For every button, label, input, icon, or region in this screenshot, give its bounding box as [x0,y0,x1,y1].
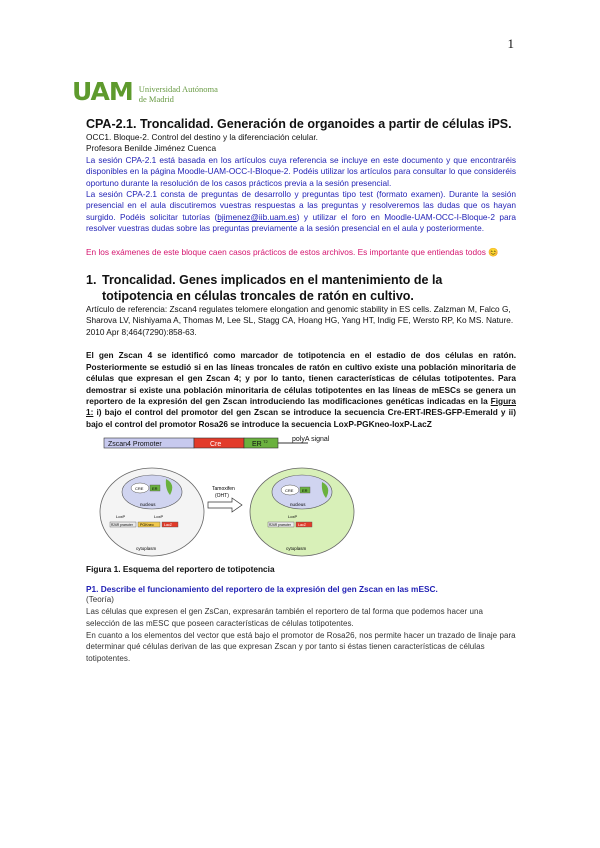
logo-line1: Universidad Autónoma [138,84,218,94]
main-content [86,116,516,665]
logo-line2: de Madrid [138,94,174,104]
figure-link[interactable]: Figura 1: [86,395,516,418]
email-link[interactable]: bjimenez@iib.uam.es [217,211,297,222]
answer-tag: (Teoría) [86,595,114,605]
left-loxp-1: LoxP [116,514,126,520]
section-heading [86,272,516,304]
section-title: Troncalidad. Genes implicados en el mantenimiento de la totipotencia en células troncales de ratón en cultivo. [102,273,443,304]
body-text-b: i) bajo el control del promotor del gen Zscan se introduce la secuencia Cre-ERT-IRES-GFP-Emerald y ii) bajo el control del promotor Rosa26 se introduce la secuencia LoxP-PGKneo-loxP-LacZ [86,407,516,429]
question-p1: P1. Describe el funcionamiento del reportero de la expresión del gen Zscan en las mESC. [86,584,438,595]
er-label: ER [252,441,262,449]
left-loxp-2: LoxP [154,514,164,520]
document-title: CPA-2.1. Troncalidad. Generación de organoides a partir de células iPS. [86,117,512,131]
course-line: OCC1. Bloque-2. Control del destino y la diferenciación celular. [86,132,318,142]
answer-paragraph-2: En cuanto a los elementos del vector que está bajo el promotor de Rosa26, nos permite hacer un trazado de linaje para determinar qué células derivan de las que expresan Zscan y por tanto si éstas tienen características de células totipotentes. [86,630,516,664]
intro-2-text-a: La sesión CPA-2.1 consta de preguntas de desarrollo y preguntas tipo test (formato examen). Durante la sesión presencial en el aula discutiremos vuestras respuestas a las preguntas y resolveremos las dudas que os hayan surgido. Podéis solicitar tutorías ( [86,189,516,222]
polya-label: polyA signal [292,436,330,444]
left-pgkneo-label: PGKneo [140,523,154,528]
exam-note: En los exámenes de este bloque caen casos prácticos de estos archivos. Es importante que entiendas todos 😊 [86,246,499,257]
page-number: 1 [507,36,514,51]
oht-label: (OHT) [215,493,229,500]
zscan-promoter-label: Zscan4 Promoter [108,441,162,449]
left-nucleus-label: nucleus [140,502,156,508]
logo-text [139,84,218,104]
left-cytoplasm-label: cytoplasm [136,546,157,552]
er-superscript: T2 [263,439,268,445]
answer-paragraph-1: Las células que expresen el gen ZsCan, expresarán también el reportero de tal forma que podemos hacer una selección de las mESC que poseen características de células totipotentes. [86,606,484,628]
right-er-label: ER [302,488,308,494]
right-lacz-label: LacZ [298,523,306,528]
reporter-figure [96,434,358,558]
right-cytoplasm-label: cytoplasm [286,546,307,552]
reporter-diagram [96,434,358,558]
intro-2-text-b: ) y utilizar el foro en Moodle-UAM-OCC-I-Bloque-2 para resolver vuestras dudas sobre las preguntas previamente a la sesión presencial en el aula y posteriormente. [86,211,516,234]
left-er-label: ER [152,486,158,492]
right-r26r-label: R26R promoter [269,523,291,528]
cre-label: Cre [210,441,222,449]
left-cre-label: CRE [135,486,144,492]
reference-paragraph: Artículo de referencia: Zscan4 regulates telomere elongation and genomic stability in ES cells. Zalzman M, Falco G, Sharova LV, Nishiyama A, Thomas M, Lee SL, Stagg CA, Hoang HG, Yang HT, Indig FE, Wersto RP, Ko MS. Nature. 2010 Apr 8;464(7290):858-63. [86,304,514,337]
left-lacz-label: LacZ [164,523,172,528]
body-text-a: El gen Zscan 4 se identificó como marcador de totipotencia en el estadio de dos células en ratón. Posteriormente se estudió si en las líneas troncales de ratón en cultivo existe una población minoritaria de células que expresan el gen Zscan 4; y por lo tanto, tienen características de células totipotentes. Para demostrar si existe una población minoritaria de células totipotentes en las líneas de mESCs se genera un reportero de la expresión del gen Zscan introduciendo las modificaciones genéticas indicadas en la [86,350,516,406]
right-nucleus-label: nucleus [290,502,306,508]
left-r26r-label: R26R promoter [111,523,133,528]
tamoxifen-label: Tamoxifen [212,486,235,493]
right-cre-label: CRE [285,488,294,494]
right-loxp-label: LoxP [288,514,298,520]
figure-caption: Figura 1. Esquema del reportero de totipotencia [86,564,275,575]
arrow-shape [208,498,242,512]
intro-paragraph-1: La sesión CPA-2.1 está basada en los artículos cuya referencia se incluye en este documento y que encontraréis disponibles en la página Moodle-UAM-OCC-I-Bloque-2. Podéis utilizar los artículos para consultar lo que consideréis oportuno durante la resolución de los casos prácticos previa a la sesión presencial. [86,154,516,188]
uam-logo [72,77,218,106]
professor-line: Profesora Benilde Jiménez Cuenca [86,143,217,154]
section-number: 1. [86,273,97,288]
body-paragraph [86,350,516,430]
intro-paragraph-2 [86,189,516,235]
logo-mark: UAM [72,77,133,106]
